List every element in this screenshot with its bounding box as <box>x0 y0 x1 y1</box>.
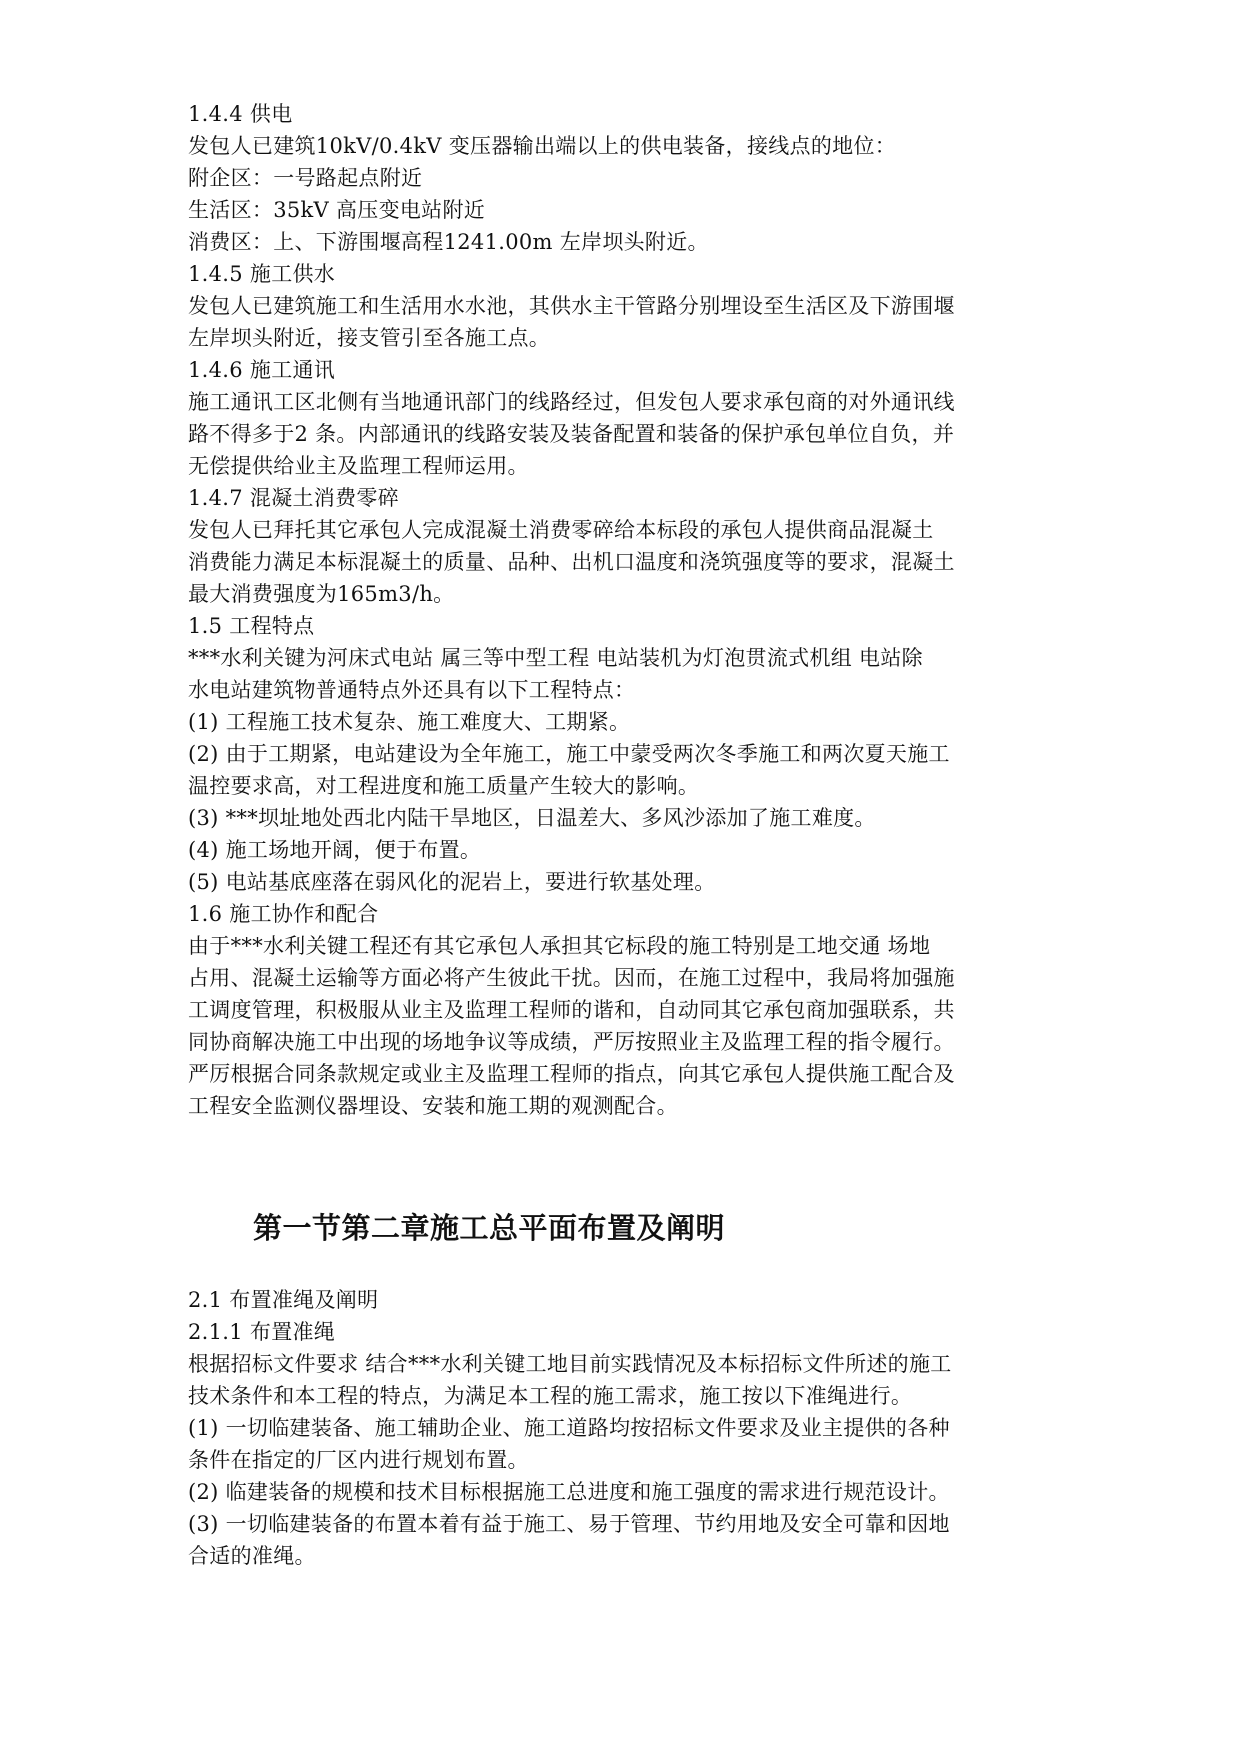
heading-1-4-6: 1.4.6 施工通讯 <box>188 358 336 382</box>
heading-1-4-4: 1.4.4 供电 <box>188 102 293 126</box>
list-item: (4) 施工场地开阔，便于布置。 <box>188 838 482 862</box>
text-line: 根据招标文件要求 结合***水利关键工地目前实践情况及本标招标文件所述的施工 <box>188 1352 952 1376</box>
text-line: 严厉根据合同条款规定或业主及监理工程师的指点，向其它承包人提供施工配合及 <box>188 1062 955 1086</box>
heading-1-4-5: 1.4.5 施工供水 <box>188 262 336 286</box>
text-line: 最大消费强度为165m3/h。 <box>188 582 455 606</box>
text-line: 附企区：一号路起点附近 <box>188 166 423 190</box>
heading-1-5: 1.5 工程特点 <box>188 614 315 638</box>
text-line: 同协商解决施工中出现的场地争议等成绩，严厉按照业主及监理工程的指令履行。 <box>188 1030 955 1054</box>
list-item: (1) 工程施工技术复杂、施工难度大、工期紧。 <box>188 710 631 734</box>
text-line: 消费能力满足本标混凝土的质量、品种、出机口温度和浇筑强度等的要求，混凝土 <box>188 550 955 574</box>
text-line: 温控要求高，对工程进度和施工质量产生较大的影响。 <box>188 774 700 798</box>
heading-2-1-1: 2.1.1 布置准绳 <box>188 1320 336 1344</box>
list-item: (2) 临建装备的规模和技术目标根据施工总进度和施工强度的需求进行规范设计。 <box>188 1480 950 1504</box>
text-line: 生活区：35kV 高压变电站附近 <box>188 198 486 222</box>
text-line: ***水利关键为河床式电站 属三等中型工程 电站装机为灯泡贯流式机组 电站除 <box>188 646 923 670</box>
text-line: 发包人已拜托其它承包人完成混凝土消费零碎给本标段的承包人提供商品混凝土 <box>188 518 934 542</box>
heading-2-1: 2.1 布置准绳及阐明 <box>188 1288 379 1312</box>
text-line: 条件在指定的厂区内进行规划布置。 <box>188 1448 529 1472</box>
list-item: (2) 由于工期紧，电站建设为全年施工，施工中蒙受两次冬季施工和两次夏天施工 <box>188 742 950 766</box>
text-line: 合适的准绳。 <box>188 1544 316 1568</box>
text-line: 工程安全监测仪器埋设、安装和施工期的观测配合。 <box>188 1094 678 1118</box>
text-line: 发包人已建筑施工和生活用水水池，其供水主干管路分别埋设至生活区及下游围堰 <box>188 294 955 318</box>
section-2-body <box>188 1284 1088 1572</box>
text-line: 水电站建筑物普通特点外还具有以下工程特点： <box>188 678 636 702</box>
text-line: 路不得多于2 条。内部通讯的线路安装及装备配置和装备的保护承包单位自负，并 <box>188 422 955 446</box>
list-item: (5) 电站基底座落在弱风化的泥岩上，要进行软基处理。 <box>188 870 716 894</box>
section-1-body <box>188 98 1088 1122</box>
heading-1-4-7: 1.4.7 混凝土消费零碎 <box>188 486 400 510</box>
chapter-title: 第一节第二章施工总平面布置及阐明 <box>253 1211 726 1245</box>
text-line: 占用、混凝土运输等方面必将产生彼此干扰。因而，在施工过程中，我局将加强施 <box>188 966 955 990</box>
list-item: (1) 一切临建装备、施工辅助企业、施工道路均按招标文件要求及业主提供的各种 <box>188 1416 950 1440</box>
text-line: 工调度管理，积极服从业主及监理工程师的谐和，自动同其它承包商加强联系，共 <box>188 998 955 1022</box>
list-item: (3) ***坝址地处西北内陆干旱地区，日温差大、多风沙添加了施工难度。 <box>188 806 876 830</box>
list-item: (3) 一切临建装备的布置本着有益于施工、易于管理、节约用地及安全可靠和因地 <box>188 1512 950 1536</box>
heading-1-6: 1.6 施工协作和配合 <box>188 902 379 926</box>
text-line: 无偿提供给业主及监理工程师运用。 <box>188 454 529 478</box>
text-line: 发包人已建筑10kV/0.4kV 变压器输出端以上的供电装备，接线点的地位： <box>188 134 897 158</box>
text-line: 左岸坝头附近，接支管引至各施工点。 <box>188 326 551 350</box>
text-line: 技术条件和本工程的特点，为满足本工程的施工需求，施工按以下准绳进行。 <box>188 1384 913 1408</box>
text-line: 消费区：上、下游围堰高程1241.00m 左岸坝头附近。 <box>188 230 709 254</box>
text-line: 施工通讯工区北侧有当地通讯部门的线路经过，但发包人要求承包商的对外通讯线 <box>188 390 955 414</box>
text-line: 由于***水利关键工程还有其它承包人承担其它标段的施工特别是工地交通 场地 <box>188 934 931 958</box>
